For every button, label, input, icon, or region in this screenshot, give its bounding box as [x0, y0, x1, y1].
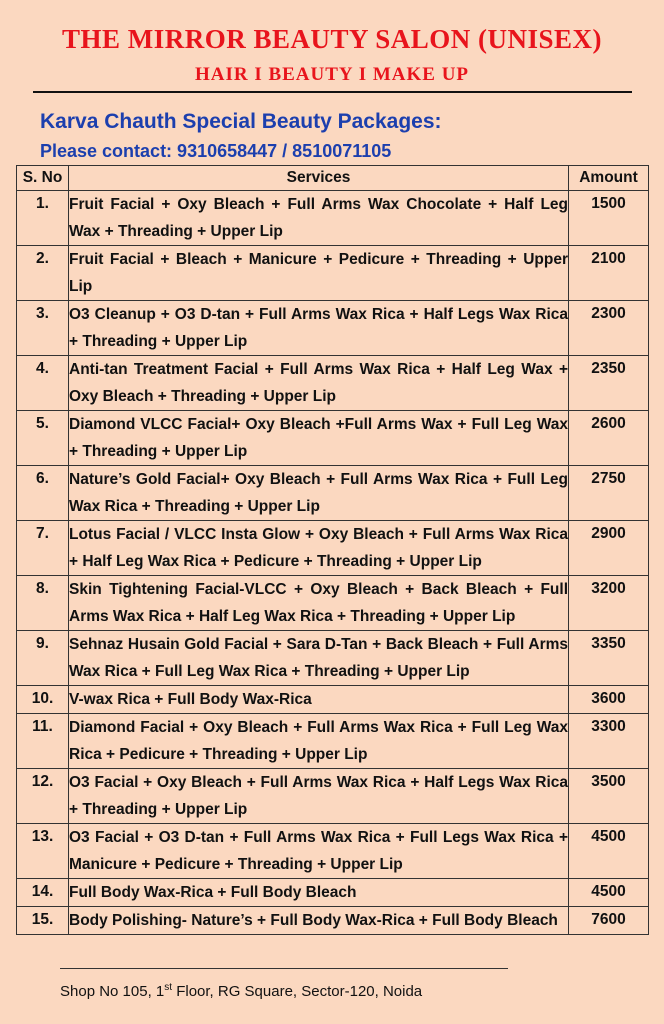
- row-services: Fruit Facial + Bleach + Manicure + Pedicure + Threading + Upper Lip: [69, 246, 569, 301]
- table-row: [17, 521, 649, 576]
- row-services: Nature’s Gold Facial+ Oxy Bleach + Full Arms Wax Rica + Full Leg Wax Rica + Threading + Upper Lip: [69, 466, 569, 521]
- row-sno: 4.: [17, 356, 69, 411]
- table-row: [17, 466, 649, 521]
- row-amount: 3500: [569, 769, 649, 824]
- row-services: Skin Tightening Facial-VLCC + Oxy Bleach + Back Bleach + Full Arms Wax Rica + Half Leg Wax Rica + Threading + Upper Lip: [69, 576, 569, 631]
- table-row: [17, 824, 649, 879]
- row-amount: 4500: [569, 879, 649, 907]
- shop-address: [60, 982, 422, 1000]
- column-header-services: Services: [69, 166, 569, 191]
- row-sno: 15.: [17, 907, 69, 935]
- row-amount: 3350: [569, 631, 649, 686]
- row-amount: 2100: [569, 246, 649, 301]
- salon-subtitle: HAIR I BEAUTY I MAKE UP: [194, 64, 470, 85]
- footer-divider: [60, 968, 508, 969]
- row-services: Diamond VLCC Facial+ Oxy Bleach +Full Arms Wax + Full Leg Wax + Threading + Upper Lip: [69, 411, 569, 466]
- table-row: [17, 301, 649, 356]
- address-superscript: st: [164, 982, 173, 993]
- table-row: [17, 191, 649, 246]
- salon-title: THE MIRROR BEAUTY SALON (UNISEX): [61, 24, 603, 54]
- row-sno: 14.: [17, 879, 69, 907]
- row-amount: 3300: [569, 714, 649, 769]
- row-amount: 3200: [569, 576, 649, 631]
- row-services: O3 Cleanup + O3 D-tan + Full Arms Wax Rica + Half Legs Wax Rica + Threading + Upper Lip: [69, 301, 569, 356]
- row-services: Fruit Facial + Oxy Bleach + Full Arms Wax Chocolate + Half Leg Wax + Threading + Upper Lip: [69, 191, 569, 246]
- row-amount: 7600: [569, 907, 649, 935]
- row-services: Body Polishing- Nature’s + Full Body Wax-Rica + Full Body Bleach: [69, 907, 569, 935]
- row-amount: 2600: [569, 411, 649, 466]
- row-sno: 10.: [17, 686, 69, 714]
- row-services: Diamond Facial + Oxy Bleach + Full Arms Wax Rica + Full Leg Wax Rica + Pedicure + Threading + Upper Lip: [69, 714, 569, 769]
- row-services: O3 Facial + Oxy Bleach + Full Arms Wax Rica + Half Legs Wax Rica + Threading + Upper Lip: [69, 769, 569, 824]
- row-sno: 11.: [17, 714, 69, 769]
- table-row: [17, 907, 649, 935]
- row-services: V-wax Rica + Full Body Wax-Rica: [69, 686, 569, 714]
- row-services: Anti-tan Treatment Facial + Full Arms Wax Rica + Half Leg Wax + Oxy Bleach + Threading + Upper Lip: [69, 356, 569, 411]
- row-sno: 1.: [17, 191, 69, 246]
- row-amount: 2750: [569, 466, 649, 521]
- column-header-sno: S. No: [17, 166, 69, 191]
- row-sno: 2.: [17, 246, 69, 301]
- table-row: [17, 769, 649, 824]
- table-row: [17, 246, 649, 301]
- row-amount: 1500: [569, 191, 649, 246]
- table-row: [17, 576, 649, 631]
- address-part-2: Floor, RG Square, Sector-120, Noida: [172, 983, 423, 1000]
- row-services: O3 Facial + O3 D-tan + Full Arms Wax Rica + Full Legs Wax Rica + Manicure + Pedicure + Threading + Upper Lip: [69, 824, 569, 879]
- row-sno: 13.: [17, 824, 69, 879]
- row-services: Sehnaz Husain Gold Facial + Sara D-Tan + Back Bleach + Full Arms Wax Rica + Full Leg Wax Rica + Threading + Upper Lip: [69, 631, 569, 686]
- address-part-1: Shop No 105, 1: [60, 983, 165, 1000]
- column-header-amount: Amount: [569, 166, 649, 191]
- row-sno: 8.: [17, 576, 69, 631]
- row-sno: 3.: [17, 301, 69, 356]
- row-sno: 12.: [17, 769, 69, 824]
- row-amount: 2900: [569, 521, 649, 576]
- table-row: [17, 631, 649, 686]
- row-amount: 3600: [569, 686, 649, 714]
- packages-table: [16, 165, 649, 935]
- table-header-row: [17, 166, 649, 191]
- row-amount: 4500: [569, 824, 649, 879]
- table-row: [17, 356, 649, 411]
- row-sno: 9.: [17, 631, 69, 686]
- row-sno: 6.: [17, 466, 69, 521]
- table-row: [17, 714, 649, 769]
- table-row: [17, 411, 649, 466]
- row-amount: 2350: [569, 356, 649, 411]
- table-row: [17, 686, 649, 714]
- table-row: [17, 879, 649, 907]
- row-amount: 2300: [569, 301, 649, 356]
- contact-line: Please contact: 9310658447 / 8510071105: [40, 141, 392, 161]
- row-services: Lotus Facial / VLCC Insta Glow + Oxy Bleach + Full Arms Wax Rica + Half Leg Wax Rica + Pedicure + Threading + Upper Lip: [69, 521, 569, 576]
- row-sno: 7.: [17, 521, 69, 576]
- row-sno: 5.: [17, 411, 69, 466]
- row-services: Full Body Wax-Rica + Full Body Bleach: [69, 879, 569, 907]
- packages-heading: Karva Chauth Special Beauty Packages:: [40, 110, 442, 133]
- header-divider: [33, 91, 632, 93]
